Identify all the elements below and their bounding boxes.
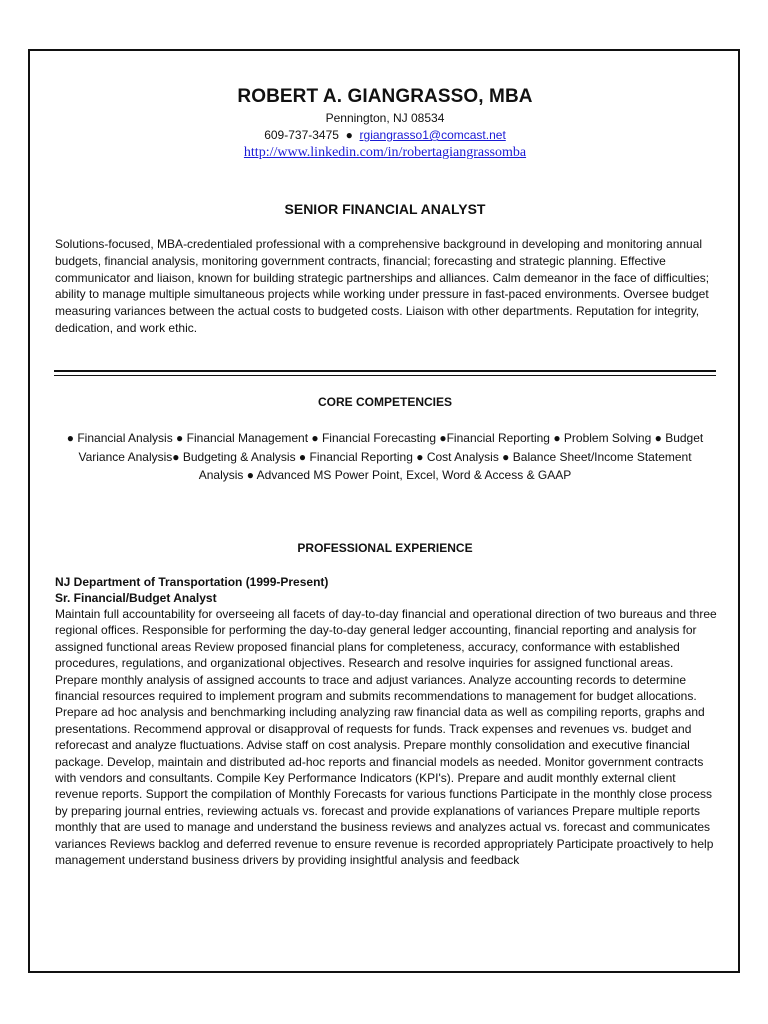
phone-number: 609-737-3475 bbox=[264, 128, 339, 142]
job-role: Sr. Financial/Budget Analyst bbox=[55, 591, 217, 605]
location: Pennington, NJ 08534 bbox=[325, 111, 445, 125]
linkedin-link[interactable]: http://www.linkedin.com/in/robertagiangrassomba bbox=[243, 145, 527, 160]
core-competencies-list: ● Financial Analysis ● Financial Management ● Financial Forecasting ●Financial Reporting ● Problem Solving ● Budget Variance Analysis● Budgeting & Analysis ● Financial Reporting ● Cost Analysis ● Balance Sheet/Income Statement Analysis ● Advanced MS Power Point, Excel, Word & Access & GAAP bbox=[66, 431, 704, 482]
professional-experience-heading: PROFESSIONAL EXPERIENCE bbox=[297, 541, 473, 555]
summary-paragraph: Solutions-focused, MBA-credentialed professional with a comprehensive background in developing and monitoring annual budgets, financial analysis, monitoring government contracts, financial; forecasting and strategic planning. Effective communicator and liaison, known for building strategic partnerships and alliances. Calm demeanor in the face of difficulties; ability to manage multiple simultaneous projects while working under pressure in fast-paced environments. Oversee budget measuring variances between the actual costs to budgeted costs. Liaison with other departments. Reputation for integrity, dedication, and work ethic. bbox=[55, 237, 710, 335]
candidate-name: ROBERT A. GIANGRASSO, MBA bbox=[237, 86, 533, 107]
core-competencies-heading: CORE COMPETENCIES bbox=[317, 395, 452, 409]
section-divider bbox=[54, 370, 716, 372]
employer-name: NJ Department of Transportation (1999-Present) bbox=[55, 575, 329, 589]
section-divider-thin bbox=[54, 375, 716, 376]
resume-content bbox=[55, 86, 717, 868]
phone-email-line bbox=[55, 127, 715, 144]
email-link[interactable]: rgiangrasso1@comcast.net bbox=[359, 128, 506, 142]
bullet-separator: ● bbox=[345, 128, 353, 142]
job-title: SENIOR FINANCIAL ANALYST bbox=[284, 201, 486, 217]
experience-description: Maintain full accountability for overseeing all facets of day-to-day financial and operational direction of two bureaus and three regional offices. Responsible for performing the day-to-day general ledger accounting, financial reporting and analysis for assigned functional areas Review proposed financial plans for completeness, accuracy, conformance with established procedures, regulations, and organizational objectives. Research and resolve inquiries for assigned functional areas. Prepare monthly analysis of assigned accounts to trace and adjust variances. Analyze accounting records to determine financial resources required to implement program and submits recommendations to management for budget allocations. Prepare ad hoc analysis and benchmarking including analyzing raw financial data as well as compiling reports, graphs and presentations. Recommend approval or disapproval of requests for funds. Track expenses and revenues vs. budget and reforecast and analyze fluctuations. Advise staff on cost analysis. Prepare monthly consolidation and executive financial package. Develop, maintain and distributed ad-hoc reports and financial models as needed. Monitor government contracts with vendors and consultants. Compile Key Performance Indicators (KPI's). Prepare and audit monthly external client revenue reports. Support the compilation of Monthly Forecasts for various functions Participate in the monthly close process by preparing journal entries, reviewing actuals vs. forecast and provide explanations of variances Prepare multiple reports monthly that are used to manage and understand the business reviews and analyzes actual vs. forecast and communicates variances Reviews backlog and deferred revenue to ensure revenue is recorded appropriately Participate proactively to help management understand business drivers by providing insightful analysis and feedback bbox=[55, 607, 717, 868]
